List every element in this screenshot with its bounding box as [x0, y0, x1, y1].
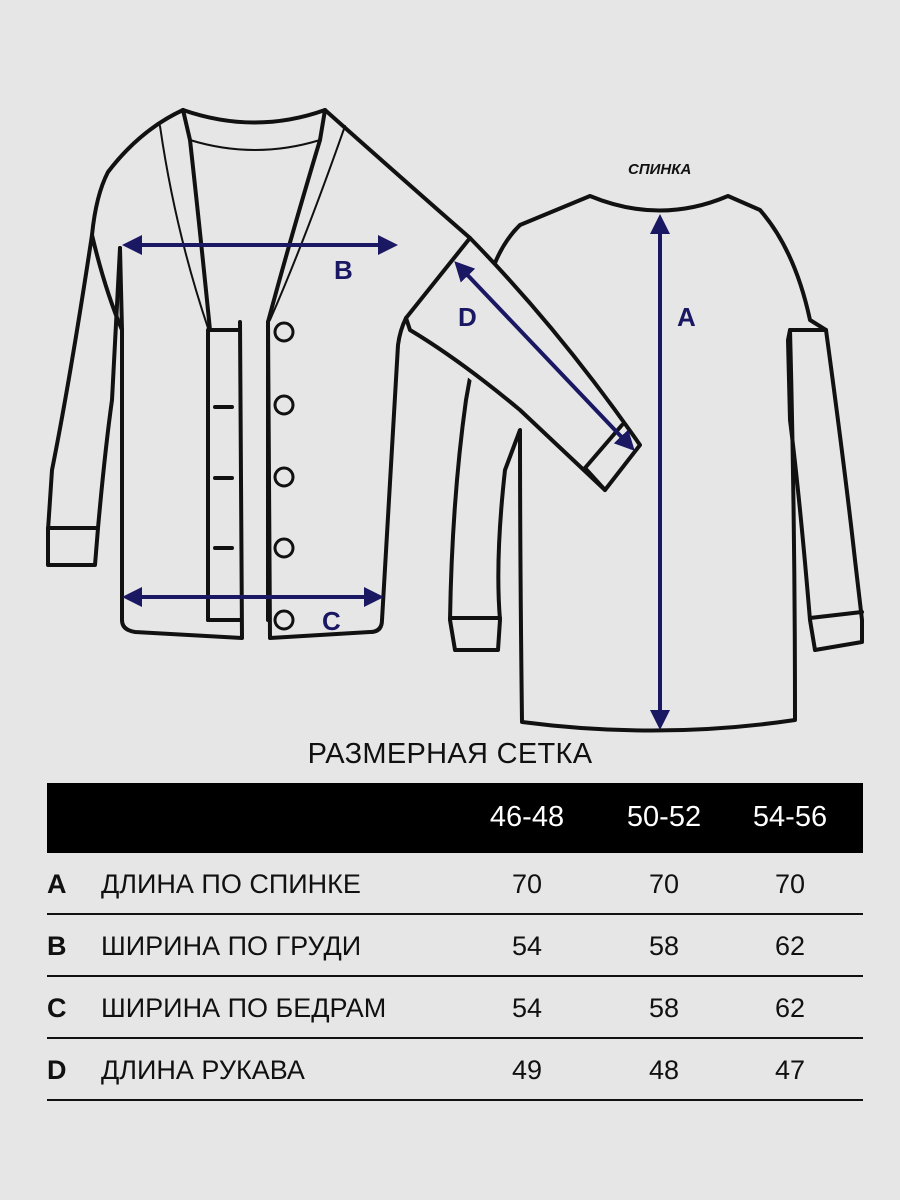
row-value: 54 — [511, 931, 543, 961]
row-value: 49 — [511, 1055, 543, 1085]
table-row — [47, 977, 863, 1039]
row-key: A — [47, 869, 67, 899]
size-table-header — [47, 783, 863, 853]
table-row — [47, 915, 863, 977]
row-label: ШИРИНА ПО ГРУДИ — [101, 931, 362, 961]
row-value: 58 — [648, 931, 680, 961]
size-header-3: 54-56 — [752, 801, 828, 833]
row-value: 58 — [648, 993, 680, 1023]
label-c: C — [322, 606, 341, 636]
back-body-outline — [450, 196, 862, 731]
size-table — [47, 783, 863, 1101]
row-value: 62 — [774, 931, 806, 961]
row-key: B — [47, 931, 67, 961]
row-label: ДЛИНА ПО СПИНКЕ — [101, 869, 361, 899]
row-value: 47 — [774, 1055, 806, 1085]
size-header-1: 46-48 — [489, 801, 565, 833]
size-header-2: 50-52 — [626, 801, 702, 833]
front-garment — [48, 110, 640, 638]
back-garment — [450, 196, 862, 731]
label-d: D — [458, 302, 477, 332]
row-value: 48 — [648, 1055, 680, 1085]
back-view-label: СПИНКА — [628, 161, 692, 178]
row-key: C — [47, 993, 67, 1023]
label-a: A — [677, 302, 696, 332]
table-row — [47, 1039, 863, 1101]
row-value: 70 — [648, 869, 680, 899]
label-b: B — [334, 255, 353, 285]
row-value: 70 — [511, 869, 543, 899]
table-row — [47, 853, 863, 915]
row-label: ДЛИНА РУКАВА — [101, 1055, 305, 1085]
back-right-cuff-line — [810, 612, 862, 618]
row-label: ШИРИНА ПО БЕДРАМ — [101, 993, 387, 1023]
row-value: 70 — [774, 869, 806, 899]
row-value: 54 — [511, 993, 543, 1023]
row-key: D — [47, 1055, 67, 1085]
row-value: 62 — [774, 993, 806, 1023]
size-chart-title: РАЗМЕРНАЯ СЕТКА — [307, 738, 593, 770]
